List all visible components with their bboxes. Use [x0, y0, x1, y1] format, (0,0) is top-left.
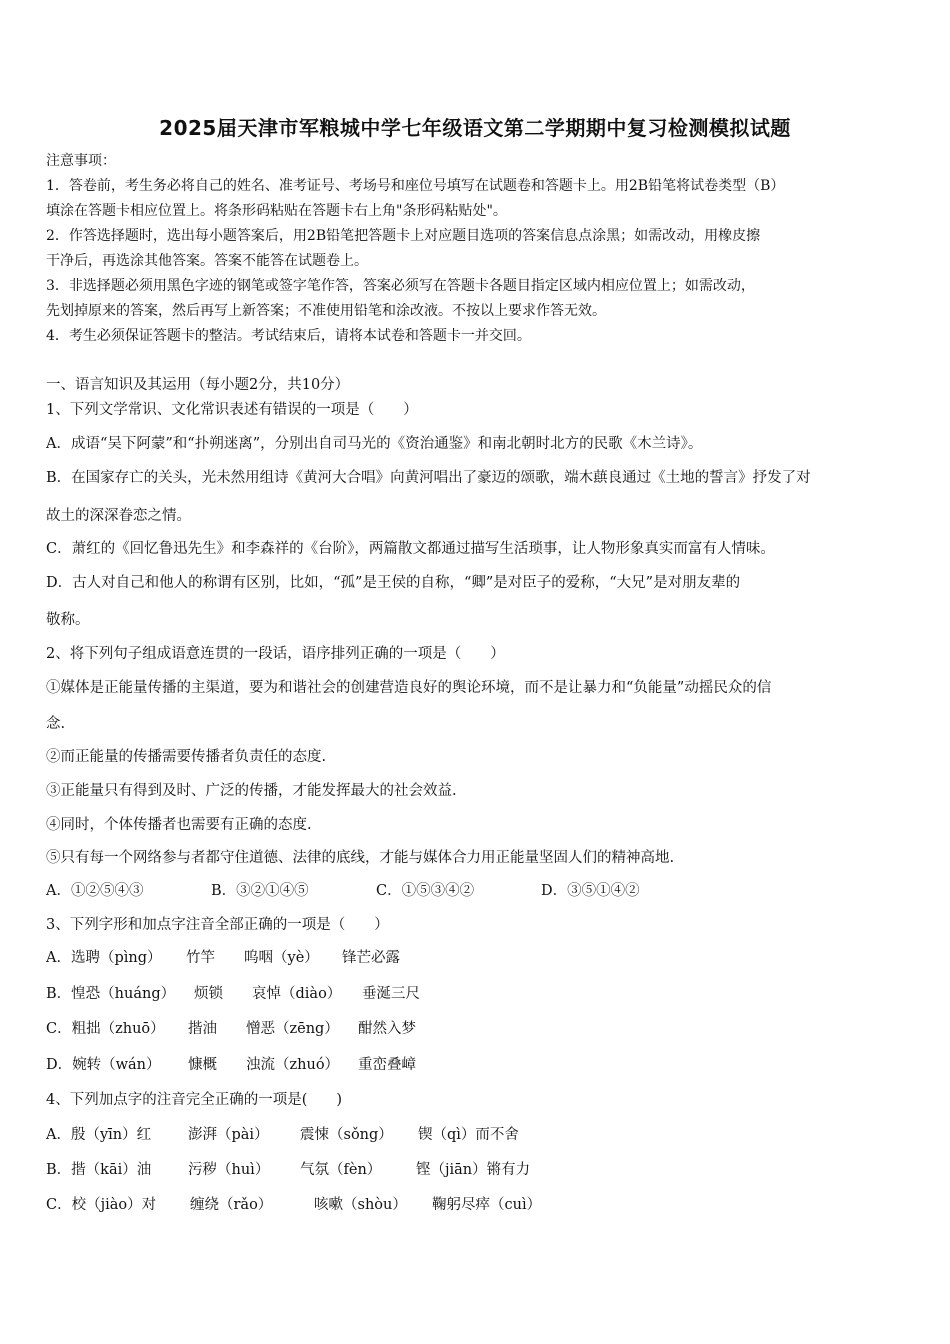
notice-heading: 注意事项：: [46, 153, 116, 169]
notice-line: 先划掉原来的答案，然后再写上新答案；不准使用铅笔和涂改液。不按以上要求作答无效。: [46, 303, 606, 319]
q2-option-d: D．③⑤①④②: [541, 883, 640, 899]
q4-a-item: A．殷（yīn）红: [46, 1127, 152, 1143]
q3-d-item: 浊流（zhuó）: [246, 1057, 340, 1073]
q3-c-item: 酣然入梦: [358, 1021, 416, 1037]
q1-option-b-cont: 故土的深深眷恋之情。: [46, 508, 191, 524]
notice-line: 4．考生必须保证答题卡的整洁。考试结束后，请将本试卷和答题卡一并交回。: [46, 328, 531, 344]
q4-a-item: 澎湃（pài）: [188, 1127, 269, 1143]
q1-option-c: C．萧红的《回忆鲁迅先生》和李森祥的《台阶》，两篇散文都通过描写生活琐事，让人物形象真实而富有人情味。: [46, 541, 775, 557]
notice-line: 填涂在答题卡相应位置上。将条形码粘贴在答题卡右上角"条形码粘贴处"。: [46, 203, 507, 219]
q3-d-item: 重峦叠嶂: [358, 1057, 416, 1073]
q3-d-item: D．婉转（wán）: [46, 1057, 161, 1073]
q2-options: [46, 881, 906, 901]
q3-b-item: 哀悼（diào）: [252, 986, 342, 1002]
q2-option-a: A．①②⑤④③: [46, 883, 144, 899]
question-4-stem: 4、下列加点字的注音完全正确的一项是( ): [46, 1092, 343, 1108]
q3-a-item: 锋芒必露: [342, 950, 400, 966]
q2-sentence-2: ②而正能量的传播需要传播者负责任的态度.: [46, 749, 327, 765]
notice-line: 3．非选择题必须用黑色字迹的钢笔或签字笔作答，答案必须写在答题卡各题目指定区域内相应位置上；如需改动，: [46, 278, 755, 294]
q4-c-item: 鞠躬尽瘁（cuì）: [432, 1197, 542, 1213]
notice-line: 干净后，再选涂其他答案。答案不能答在试题卷上。: [46, 253, 368, 269]
q3-d-item: 慷概: [188, 1057, 217, 1073]
q1-option-d-cont: 敬称。: [46, 612, 90, 628]
q2-sentence-3: ③正能量只有得到及时、广泛的传播，才能发挥最大的社会效益.: [46, 783, 457, 799]
section-heading: 一、语言知识及其运用（每小题2分，共10分）: [46, 377, 350, 393]
question-1-stem: 1、下列文学常识、文化常识表述有错误的一项是（ ）: [46, 402, 418, 418]
q2-option-b: B．③②①④⑤: [211, 883, 309, 899]
q4-b-item: B．揩（kāi）油: [46, 1162, 152, 1178]
q3-b-item: 垂涎三尺: [362, 986, 420, 1002]
q2-sentence-1-cont: 念.: [46, 716, 66, 732]
q4-a-item: 锲（qì）而不舍: [418, 1127, 519, 1143]
notice-line: 2．作答选择题时，选出每小题答案后，用2B铅笔把答题卡上对应题目选项的答案信息点涂黑；如需改动，用橡皮擦: [46, 228, 761, 244]
q2-sentence-5: ⑤只有每一个网络参与者都守住道德、法律的底线，才能与媒体合力用正能量坚固人们的精神高地.: [46, 850, 675, 866]
q3-c-item: 憎恶（zēng）: [246, 1021, 339, 1037]
q4-b-item: 铿（jiān）锵有力: [416, 1162, 531, 1178]
q1-option-b: B．在国家存亡的关头，光未然用组诗《黄河大合唱》向黄河唱出了豪迈的颂歌，端木蕻良通过《土地的誓言》抒发了对: [46, 470, 811, 486]
q4-c-item: C．校（jiào）对: [46, 1197, 157, 1213]
q3-a-item: 呜咽（yè）: [244, 950, 319, 966]
q4-b-item: 气氛（fèn）: [300, 1162, 382, 1178]
q3-c-item: 揩油: [188, 1021, 217, 1037]
q4-c-item: 缠绕（rǎo）: [190, 1197, 273, 1213]
q1-option-a: A．成语“吴下阿蒙”和“扑朔迷离”，分别出自司马光的《资治通鉴》和南北朝时北方的民歌《木兰诗》。: [46, 436, 703, 452]
q4-option-b: [46, 1160, 906, 1180]
question-2-stem: 2、将下列句子组成语意连贯的一段话，语序排列正确的一项是（ ）: [46, 646, 505, 662]
q2-sentence-4: ④同时，个体传播者也需要有正确的态度.: [46, 817, 312, 833]
q3-option-b: [46, 984, 906, 1004]
q4-a-item: 震悚（sǒng）: [300, 1127, 393, 1143]
q3-a-item: 竹竿: [186, 950, 215, 966]
page-title: 2025届天津市军粮城中学七年级语文第二学期期中复习检测模拟试题: [159, 116, 791, 140]
q2-sentence-1: ①媒体是正能量传播的主渠道，要为和谐社会的创建营造良好的舆论环境，而不是让暴力和“负能量”动摇民众的信: [46, 680, 772, 696]
notice-line: 1．答卷前，考生务必将自己的姓名、准考证号、考场号和座位号填写在试题卷和答题卡上。用2B铅笔将试卷类型（B）: [46, 178, 785, 194]
q3-a-item: A．选聘（pìng）: [46, 950, 162, 966]
q3-c-item: C．粗拙（zhuō）: [46, 1021, 165, 1037]
q4-option-c: [46, 1195, 906, 1215]
q2-option-c: C．①⑤③④②: [376, 883, 475, 899]
q3-option-d: [46, 1055, 906, 1075]
q3-option-a: [46, 948, 906, 968]
q4-c-item: 咳嗽（shòu）: [314, 1197, 407, 1213]
question-3-stem: 3、下列字形和加点字注音全部正确的一项是（ ）: [46, 917, 389, 933]
q3-b-item: 烦锁: [194, 986, 223, 1002]
q1-option-d: D．古人对自己和他人的称谓有区别，比如，“孤”是王侯的自称，“卿”是对臣子的爱称，“大兄”是对朋友辈的: [46, 575, 741, 591]
q3-option-c: [46, 1019, 906, 1039]
q3-b-item: B．惶恐（huáng）: [46, 986, 176, 1002]
q4-option-a: [46, 1125, 906, 1145]
q4-b-item: 污秽（huì）: [188, 1162, 270, 1178]
